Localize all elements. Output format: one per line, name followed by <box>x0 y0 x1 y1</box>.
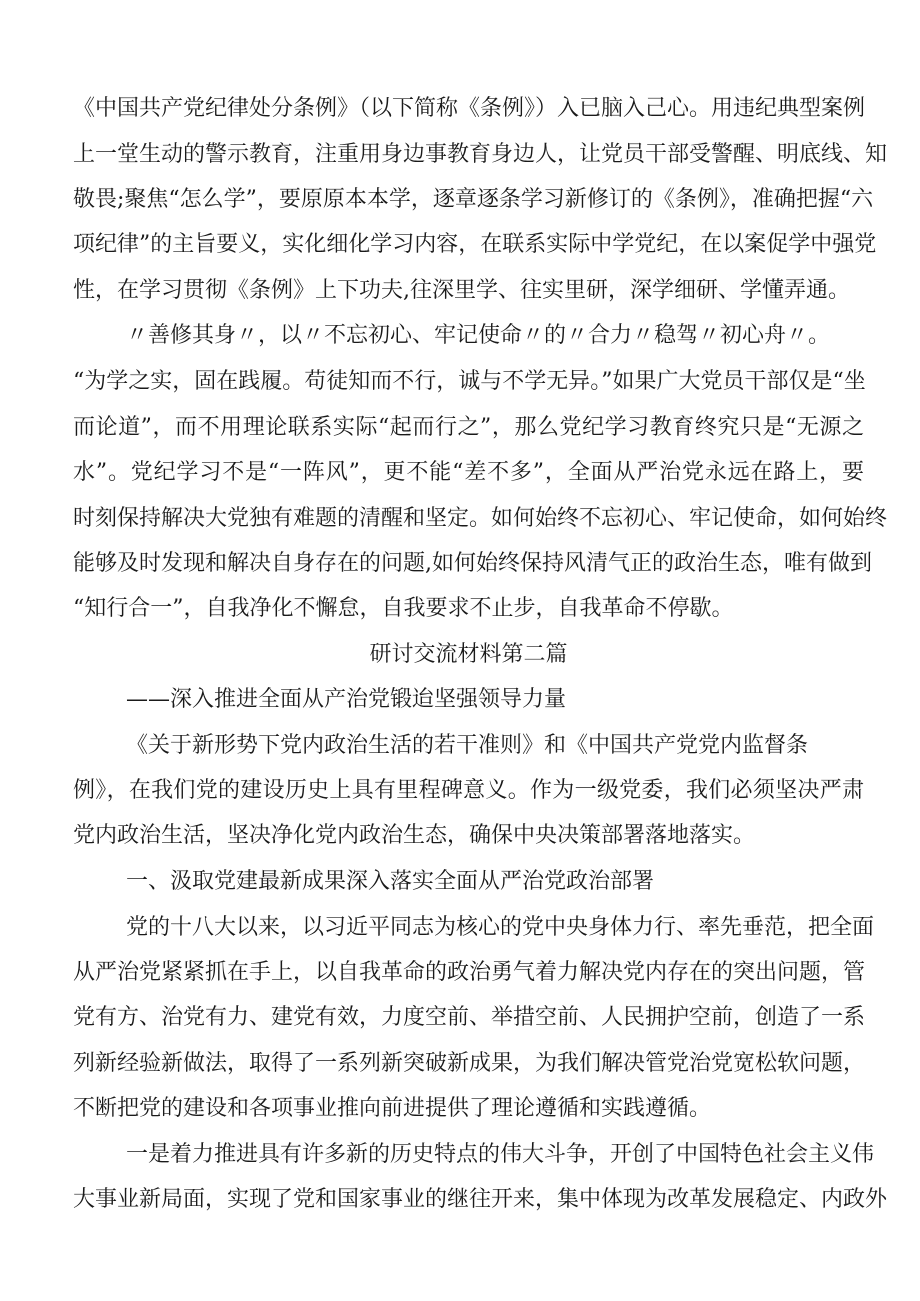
paragraph-1-line-5: 性，在学习贯彻《条例》上下功夫,往深里学、往实里研，深学细研、学懂弄通。 <box>73 278 850 303</box>
heading-1: 一、汲取党建最新成果深入落实全面从严治党政治部署 <box>126 869 655 894</box>
section-title: 研讨交流材料第二篇 <box>369 642 568 667</box>
paragraph-1-line-3: 敬畏;聚焦“怎么学”，要原原本本学，逐章逐条学习新修订的《条例》，准确把握“六 <box>73 187 874 212</box>
section-subtitle: ——深入推进全面从产治党锻迨坚强领导力量 <box>126 687 567 712</box>
paragraph-1-line-1: 《中国共产党纪律处分条例》（以下简称《条例》）入已脑入己心。用违纪典型案例 <box>73 96 866 121</box>
paragraph-2-line-5: 能够及时发现和解决自身存在的问题,如何始终保持风清气正的政治生态，唯有做到 <box>73 551 872 576</box>
paragraph-2-line-1: “为学之实，固在践履。苟徒知而不行，诚与不学无异。”如果广大党员干部仅是“坐 <box>73 369 866 394</box>
paragraph-4-line-4: 列新经验新做法，取得了一系列新突破新成果，为我们解决管党治党宽松软问题， <box>73 1051 866 1076</box>
paragraph-4-line-1: 党的十八大以来，以习近平同志为核心的党中央身体力行、率先垂范，把全面 <box>126 915 875 940</box>
paragraph-4-line-3: 党有方、治党有力、建党有效，力度空前、举措空前、人民拥护空前，创造了一系 <box>73 1005 866 1030</box>
paragraph-1-line-2: 上一堂生动的警示教育，注重用身边事教育身边人，让党员干部受警醒、明底线、知 <box>73 142 888 167</box>
paragraph-2-line-2: 而论道”，而不用理论联系实际“起而行之”，那么党纪学习教育终究只是“无源之 <box>73 415 864 440</box>
paragraph-3-line-3: 党内政治生活，坚决净化党内政治生态，确保中央决策部署落地落实。 <box>73 823 756 848</box>
paragraph-3-line-1: 《关于新形势下党内政治生活的若干准则》和《中国共产党党内监督条 <box>126 733 809 758</box>
paragraph-1-line-4: 项纪律”的主旨要义，实化细化学习内容，在联系实际中学党纪，在以案促学中强党 <box>73 232 877 257</box>
paragraph-5-line-1: 一是着力推进具有许多新的历史特点的伟大斗争，开创了中国特色社会主义伟 <box>126 1142 875 1167</box>
paragraph-3-line-2: 例》，在我们党的建设历史上具有里程碑意义。作为一级党委，我们必须坚决严肃 <box>73 778 864 803</box>
paragraph-2-line-3: 水”。党纪学习不是“一阵风”，更不能“差不多”，全面从严治党永远在路上，要 <box>73 460 864 485</box>
paragraph-2-heading: 〃善修其身〃，以〃不忘初心、牢记使命〃的〃合力〃稳驾〃初心舟〃。 <box>126 323 831 348</box>
paragraph-2-line-6: “知行合一”，自我净化不懈怠，自我要求不止步，自我革命不停歇。 <box>73 596 734 621</box>
paragraph-5-line-2: 大事业新局面，实现了党和国家事业的继往开来，集中体现为改革发展稳定、内政外 <box>73 1187 888 1212</box>
paragraph-4-line-5: 不断把党的建设和各项事业推向前进提供了理论遵循和实践遵循。 <box>73 1096 712 1121</box>
paragraph-2-line-4: 时刻保持解决大党独有难题的清醒和坚定。如何始终不忘初心、牢记使命，如何始终 <box>73 506 888 531</box>
paragraph-4-line-2: 从严治党紧紧抓在手上，以自我革命的政治勇气着力解决党内存在的突出问题，管 <box>73 960 866 985</box>
